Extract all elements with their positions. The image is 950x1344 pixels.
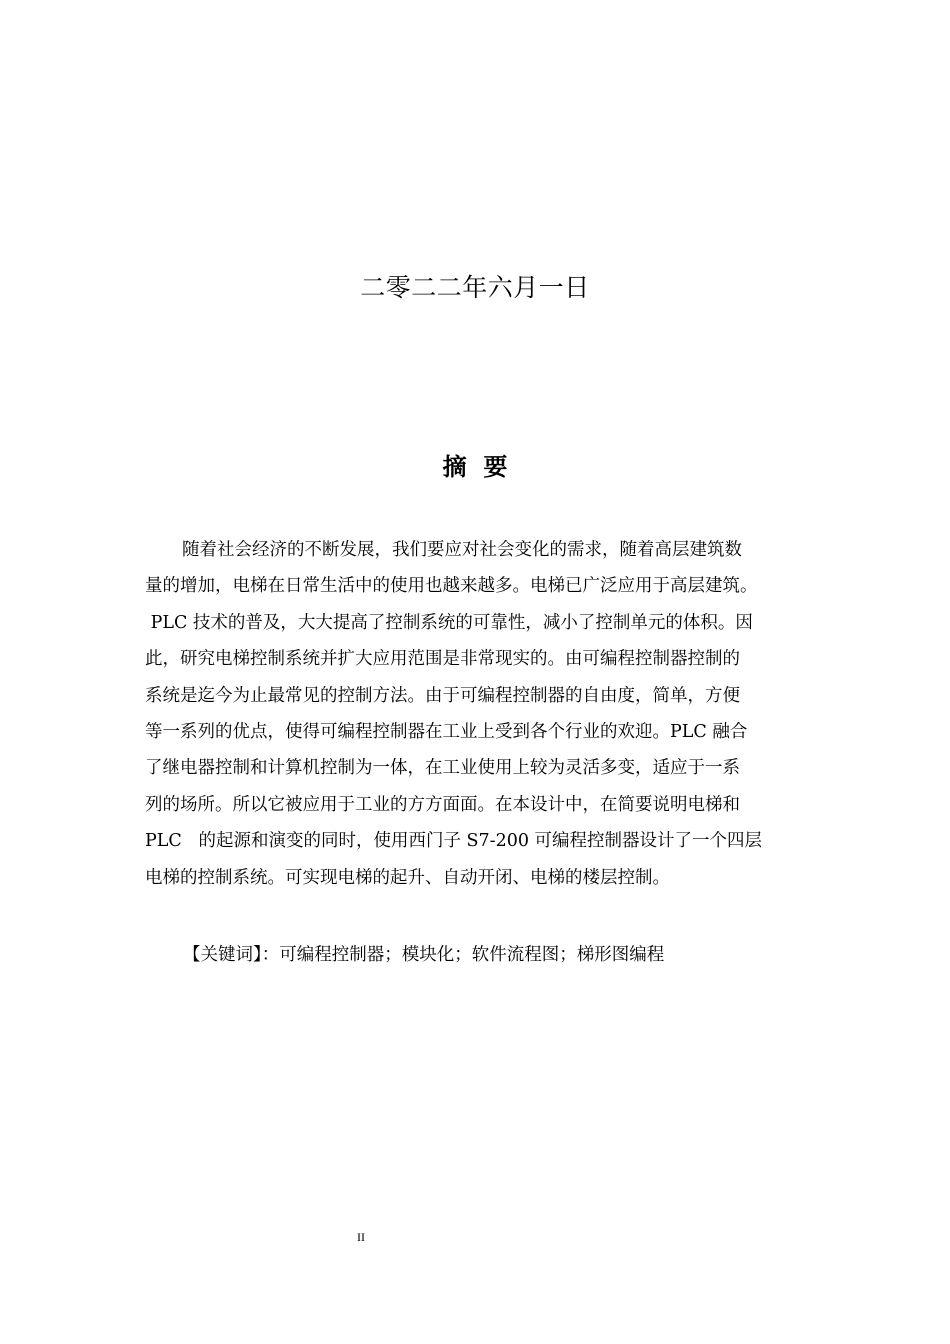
abstract-line: 等一系列的优点，使得可编程控制器在工业上受到各个行业的欢迎。PLC 融合 <box>145 721 748 742</box>
page-number: II <box>357 1230 365 1244</box>
abstract-line: 了继电器控制和计算机控制为一体，在工业使用上较为灵活多变，适应于一系 <box>145 758 740 779</box>
abstract-line: PLC 技术的普及，大大提高了控制系统的可靠性，减小了控制单元的体积。因 <box>145 612 753 633</box>
abstract-line: 量的增加，电梯在日常生活中的使用也越来越多。电梯已广泛应用于高层建筑。 <box>145 576 758 597</box>
keywords: 【关键词】：可编程控制器；模块化；软件流程图；梯形图编程 <box>183 945 665 965</box>
abstract-title: 摘 要 <box>442 453 508 481</box>
cover-date: 二零二二年六月一日 <box>360 273 590 302</box>
abstract-line: 此，研究电梯控制系统并扩大应用范围是非常现实的。由可编程控制器控制的 <box>145 649 740 670</box>
abstract-line: 列的场所。所以它被应用于工业的方方面面。在本设计中，在简要说明电梯和 <box>145 794 740 815</box>
abstract-line: 电梯的控制系统。可实现电梯的起升、自动开闭、电梯的楼层控制。 <box>145 867 670 888</box>
abstract-body <box>145 532 810 896</box>
abstract-line: 系统是迄今为止最常见的控制方法。由于可编程控制器的自由度，简单，方便 <box>145 685 740 706</box>
abstract-line: 随着社会经济的不断发展，我们要应对社会变化的需求，随着高层建筑数 <box>182 540 742 560</box>
abstract-line: PLC 的起源和演变的同时，使用西门子 S7-200 可编程控制器设计了一个四层 <box>145 831 763 852</box>
